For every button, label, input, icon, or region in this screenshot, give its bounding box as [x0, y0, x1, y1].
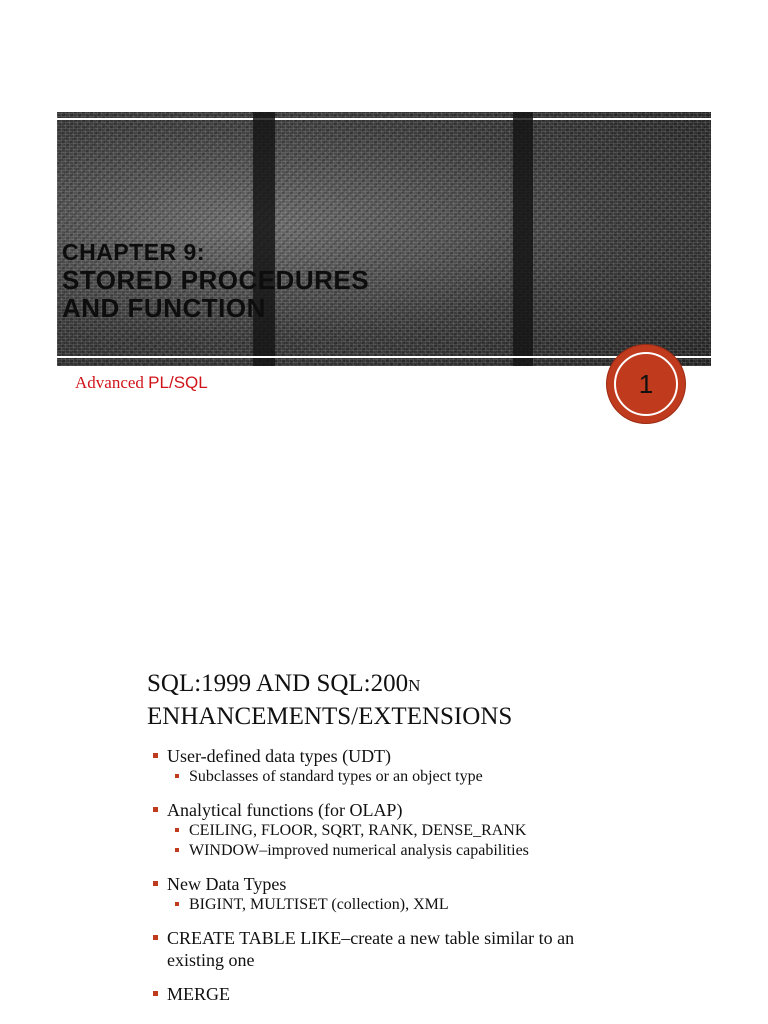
- title-line-2: STORED PROCEDURES: [62, 265, 370, 295]
- sub-bullet-item: [152, 767, 632, 787]
- bullet-item: [152, 983, 632, 1005]
- bullet-item: [152, 745, 632, 767]
- bullet-item: [152, 873, 632, 895]
- bullet-text: New Data Types: [167, 874, 287, 894]
- slide-subtitle: [75, 373, 208, 393]
- title-main: SQL:1999 AND SQL:200: [147, 670, 409, 697]
- title-second-line: ENHANCEMENTS/EXTENSIONS: [147, 703, 513, 730]
- slide-number: 1: [614, 352, 678, 416]
- bullet-item: [152, 927, 632, 971]
- bullet-square-icon: [153, 991, 158, 996]
- banner-top-rule: [57, 118, 711, 120]
- title-line-3: AND FUNCTION: [62, 293, 266, 323]
- title-slide: [0, 0, 768, 480]
- bullet-list: [152, 745, 632, 1005]
- bullet-spacer: [152, 787, 632, 799]
- bullet-square-icon: [175, 848, 179, 852]
- bullet-square-icon: [153, 881, 158, 886]
- sub-bullet-text: WINDOW–improved numerical analysis capabilities: [189, 842, 529, 859]
- bullet-square-icon: [153, 935, 158, 940]
- bullet-item: [152, 799, 632, 821]
- subtitle-advanced: Advanced: [75, 373, 144, 392]
- slide-number-badge: [607, 345, 685, 423]
- content-slide: [0, 640, 768, 1024]
- sub-bullet-text: CEILING, FLOOR, SQRT, RANK, DENSE_RANK: [189, 822, 527, 839]
- bullet-text: User-defined data types (UDT): [167, 746, 392, 766]
- bullet-square-icon: [153, 807, 158, 812]
- banner-dark-band: [513, 112, 533, 366]
- sub-bullet-text: BIGINT, MULTISET (collection), XML: [189, 896, 449, 913]
- sub-bullet-item: [152, 895, 632, 915]
- bullet-spacer: [152, 861, 632, 873]
- bullet-text: CREATE TABLE LIKE–create a new table similar to an existing one: [167, 928, 575, 970]
- bullet-spacer: [152, 915, 632, 927]
- bullet-square-icon: [153, 753, 158, 758]
- sub-bullet-text: Subclasses of standard types or an object type: [189, 768, 483, 785]
- bullet-square-icon: [175, 828, 179, 832]
- banner-bottom-rule: [57, 356, 711, 358]
- content-slide-title: [147, 668, 512, 732]
- sub-bullet-item: [152, 841, 632, 861]
- title-line-1: CHAPTER 9:: [62, 239, 206, 265]
- slide-title: [62, 238, 369, 322]
- subtitle-plsql: PL/SQL: [148, 373, 208, 392]
- bullet-square-icon: [175, 902, 179, 906]
- title-small-n: N: [408, 676, 421, 695]
- bullet-text: MERGE: [167, 984, 230, 1004]
- bullet-text: Analytical functions (for OLAP): [167, 800, 403, 820]
- bullet-spacer: [152, 971, 632, 983]
- sub-bullet-item: [152, 821, 632, 841]
- bullet-square-icon: [175, 774, 179, 778]
